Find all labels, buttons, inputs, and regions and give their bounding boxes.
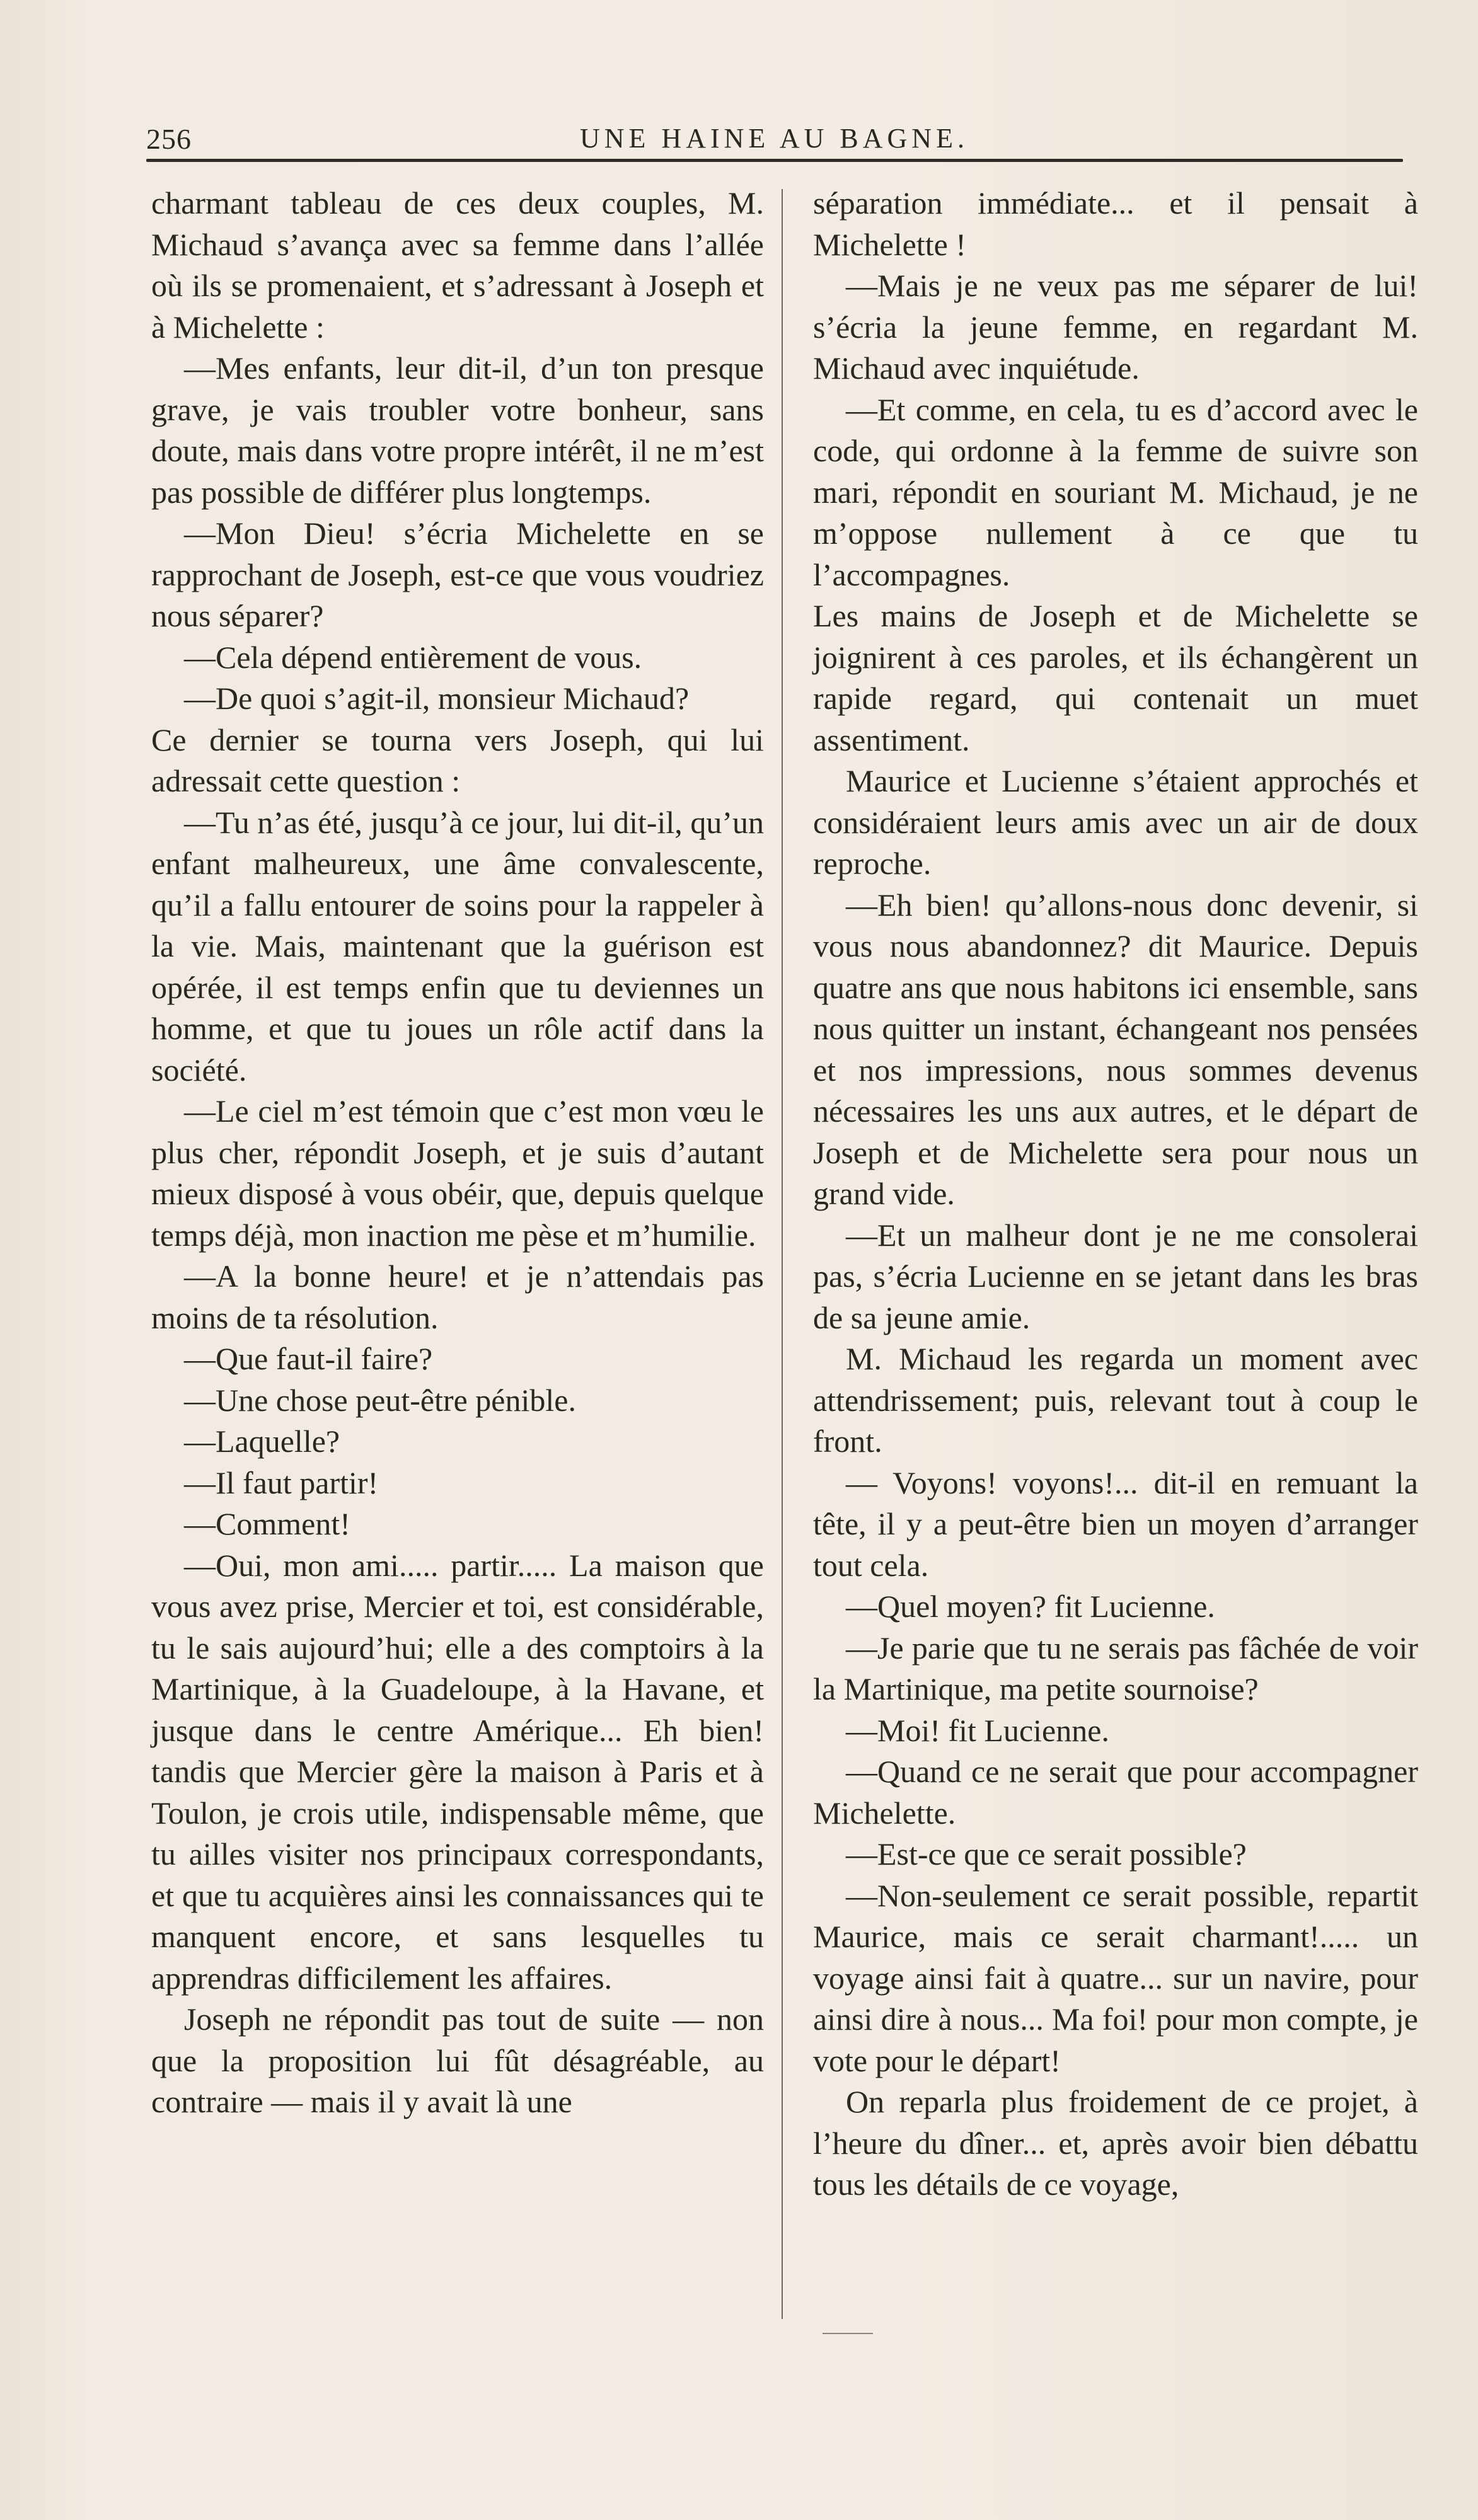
page-number: 256 <box>146 123 192 155</box>
paragraph: —Laquelle? <box>184 1424 340 1459</box>
right-column <box>813 183 1418 2206</box>
paragraph: On reparla plus froidement de ce projet, à l’heure du dîner... et, après avoir bien débattu tous les détails de ce voyage, <box>813 2084 1418 2202</box>
paragraph: —A la bonne heure! et je n’attendais pas moins de ta résolution. <box>151 1258 764 1335</box>
paragraph: —Le ciel m’est témoin que c’est mon vœu le plus cher, répondit Joseph, et je suis d’autant mieux disposé à vous obéir, que, depuis quelque temps déjà, mon inaction me pèse et m’humilie. <box>151 1093 764 1253</box>
paragraph: —Quand ce ne serait que pour accompagner Michelette. <box>813 1754 1418 1831</box>
paragraph: —Il faut partir! <box>184 1464 379 1500</box>
paragraph: —Mon Dieu! s’écria Michelette en se rapprochant de Joseph, est-ce que vous voudriez nous séparer? <box>151 515 764 633</box>
paragraph: —Cela dépend entièrement de vous. <box>184 639 642 675</box>
paragraph: charmant tableau de ces deux couples, M. Michaud s’avança avec sa femme dans l’allée où ils se promenaient, et s’adressant à Joseph et à Michelette : <box>151 185 764 345</box>
paragraph: —Quel moyen? fit Lucienne. <box>846 1589 1215 1624</box>
end-rule <box>823 2333 873 2334</box>
running-title: UNE HAINE AU BAGNE. <box>580 123 969 154</box>
paragraph: —Mais je ne veux pas me séparer de lui! s’écria la jeune femme, en regardant M. Michaud avec inquiétude. <box>813 268 1418 386</box>
paragraph: —Eh bien! qu’allons-nous donc devenir, si vous nous abandonnez? dit Maurice. Depuis quatre ans que nous habitons ici ensemble, sans nous quitter un instant, échangeant nos pensées et nos impressions, nous sommes devenus nécessaires les uns aux autres, et le départ de Joseph et de Michelette sera pour nous un grand vide. <box>813 887 1418 1211</box>
paragraph: —Et un malheur dont je ne me consolerai pas, s’écria Lucienne en se jetant dans les bras de sa jeune amie. <box>813 1217 1418 1335</box>
column-divider <box>782 189 783 2319</box>
paragraph: —Mes enfants, leur dit-il, d’un ton presque grave, je vais troubler votre bonheur, sans doute, mais dans votre propre intérêt, il ne m’est pas possible de différer plus longtemps. <box>151 350 764 510</box>
paragraph: Maurice et Lucienne s’étaient approchés et considéraient leurs amis avec un air de doux reproche. <box>813 763 1418 881</box>
paragraph: Joseph ne répondit pas tout de suite — non que la proposition lui fût désagréable, au contraire — mais il y avait là une <box>151 2001 764 2119</box>
header-rule <box>146 159 1403 162</box>
paragraph: —Est-ce que ce serait possible? <box>846 1836 1247 1872</box>
paragraph: —De quoi s’agit-il, monsieur Michaud? <box>184 681 690 716</box>
paragraph: séparation immédiate... et il pensait à Michelette ! <box>813 185 1418 262</box>
paragraph: —Tu n’as été, jusqu’à ce jour, lui dit-il, qu’un enfant malheureux, une âme convalescente, qu’il a fallu entourer de soins pour la rappeler à la vie. Mais, maintenant que la guérison est opérée, il est temps enfin que tu deviennes un homme, et que tu joues un rôle actif dans la société. <box>151 804 764 1088</box>
paragraph: —Je parie que tu ne serais pas fâchée de voir la Martinique, ma petite sournoise? <box>813 1630 1418 1706</box>
paragraph: —Que faut-il faire? <box>184 1341 433 1376</box>
paragraph: —Comment! <box>184 1506 350 1541</box>
paragraph: —Oui, mon ami..... partir..... La maison que vous avez prise, Mercier et toi, est considérable, tu le sais aujourd’hui; elle a des comptoirs à la Martinique, à la Guadeloupe, à la Havane, et jusque dans le centre Amérique... Eh bien! tandis que Mercier gère la maison à Paris et à Toulon, je crois utile, indispensable même, que tu ailles visiter nos principaux correspondants, et que tu acquières ainsi les connaissances qui te manquent encore, et sans lesquelles tu apprendras difficilement les affaires. <box>151 1547 764 1996</box>
paragraph: —Non-seulement ce serait possible, repartit Maurice, mais ce serait charmant!..... un voyage ainsi fait à quatre... sur un navire, pour ainsi dire à nous... Ma foi! pour mon compte, je vote pour le départ! <box>813 1877 1418 2078</box>
paragraph: —Et comme, en cela, tu es d’accord avec le code, qui ordonne à la femme de suivre son mari, répondit en souriant M. Michaud, je ne m’oppose nullement à ce que tu l’accompagnes. <box>813 391 1418 592</box>
paragraph: —Moi! fit Lucienne. <box>846 1712 1109 1748</box>
left-column <box>151 183 764 2123</box>
paragraph: M. Michaud les regarda un moment avec attendrissement; puis, relevant tout à coup le front. <box>813 1341 1418 1459</box>
page-header <box>146 117 1411 161</box>
paragraph: Les mains de Joseph et de Michelette se joignirent à ces paroles, et ils échangèrent un rapide regard, qui contenait un muet assentiment. <box>813 598 1418 757</box>
paragraph: —Une chose peut-être pénible. <box>184 1382 576 1418</box>
paragraph: — Voyons! voyons!... dit-il en remuant la tête, il y a peut-être bien un moyen d’arranger tout cela. <box>813 1464 1418 1583</box>
paragraph: Ce dernier se tourna vers Joseph, qui lui adressait cette question : <box>151 722 764 798</box>
